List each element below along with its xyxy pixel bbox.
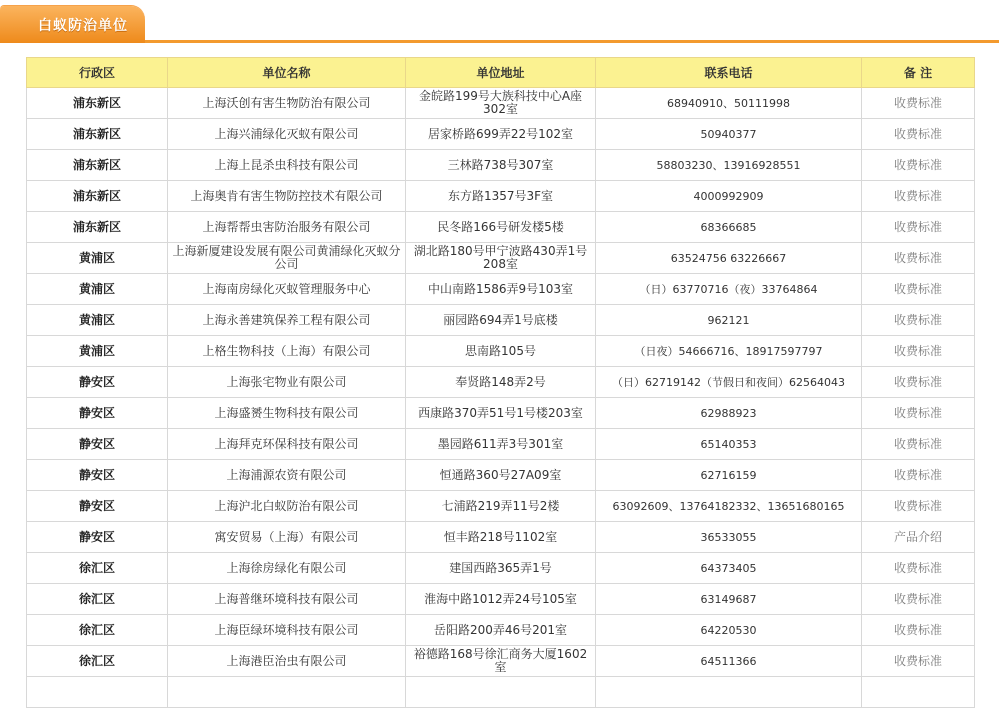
district-cell: 静安区 [27, 522, 168, 553]
district-cell: 徐汇区 [27, 646, 168, 677]
phone-cell: 62716159 [596, 460, 862, 491]
table-row [27, 181, 975, 212]
company-cell: 上海普继环境科技有限公司 [168, 584, 406, 615]
company-cell: 上海帮帮虫害防治服务有限公司 [168, 212, 406, 243]
note-link[interactable]: 收费标准 [862, 305, 975, 336]
address-cell: 丽园路694弄1号底楼 [406, 305, 596, 336]
phone-cell: 64220530 [596, 615, 862, 646]
address-cell: 奉贤路148弄2号 [406, 367, 596, 398]
address-cell: 恒通路360号27A09室 [406, 460, 596, 491]
table-body [27, 88, 975, 708]
table-row [27, 88, 975, 119]
header-bar [0, 0, 999, 43]
note-link[interactable]: 收费标准 [862, 150, 975, 181]
address-cell: 民冬路166号研发楼5楼 [406, 212, 596, 243]
phone-cell: 64511366 [596, 646, 862, 677]
note-link[interactable]: 收费标准 [862, 460, 975, 491]
table-row [27, 305, 975, 336]
phone-cell: （日）63770716（夜）33764864 [596, 274, 862, 305]
note-link[interactable] [862, 677, 975, 708]
district-cell: 静安区 [27, 367, 168, 398]
phone-cell: 58803230、13916928551 [596, 150, 862, 181]
phone-cell: 68366685 [596, 212, 862, 243]
district-cell: 静安区 [27, 460, 168, 491]
company-cell: 上海新厦建设发展有限公司黄浦绿化灭蚁分公司 [168, 243, 406, 274]
company-cell: 上海沪北白蚁防治有限公司 [168, 491, 406, 522]
table-row [27, 398, 975, 429]
district-cell: 浦东新区 [27, 150, 168, 181]
pest-control-table [26, 57, 975, 708]
note-link[interactable]: 收费标准 [862, 553, 975, 584]
note-link[interactable]: 收费标准 [862, 181, 975, 212]
table-row [27, 429, 975, 460]
note-link[interactable]: 收费标准 [862, 243, 975, 274]
col-header-note: 备 注 [862, 58, 975, 88]
note-link[interactable]: 收费标准 [862, 212, 975, 243]
note-link[interactable]: 产品介绍 [862, 522, 975, 553]
company-cell: 上海南房绿化灭蚁管理服务中心 [168, 274, 406, 305]
district-cell: 黄浦区 [27, 336, 168, 367]
phone-cell: 65140353 [596, 429, 862, 460]
address-cell: 岳阳路200弄46号201室 [406, 615, 596, 646]
table-row [27, 646, 975, 677]
table-row [27, 336, 975, 367]
company-cell: 寓安贸易（上海）有限公司 [168, 522, 406, 553]
table-row [27, 460, 975, 491]
note-link[interactable]: 收费标准 [862, 336, 975, 367]
col-header-phone: 联系电话 [596, 58, 862, 88]
table-row [27, 677, 975, 708]
address-cell: 湖北路180号甲宁波路430弄1号208室 [406, 243, 596, 274]
district-cell: 静安区 [27, 398, 168, 429]
table-row [27, 212, 975, 243]
district-cell: 徐汇区 [27, 553, 168, 584]
phone-cell: （日）62719142（节假日和夜间）62564043 [596, 367, 862, 398]
table-row [27, 491, 975, 522]
table-row [27, 553, 975, 584]
district-cell: 徐汇区 [27, 584, 168, 615]
company-cell: 上海浦源农资有限公司 [168, 460, 406, 491]
district-cell: 静安区 [27, 429, 168, 460]
district-cell: 静安区 [27, 491, 168, 522]
company-cell: 上格生物科技（上海）有限公司 [168, 336, 406, 367]
company-cell: 上海拜克环保科技有限公司 [168, 429, 406, 460]
district-cell: 徐汇区 [27, 615, 168, 646]
phone-cell: 63524756 63226667 [596, 243, 862, 274]
col-header-address: 单位地址 [406, 58, 596, 88]
phone-cell: 62988923 [596, 398, 862, 429]
section-tab[interactable] [0, 6, 145, 43]
address-cell: 建国西路365弄1号 [406, 553, 596, 584]
address-cell: 恒丰路218号1102室 [406, 522, 596, 553]
address-cell: 三林路738号307室 [406, 150, 596, 181]
district-cell: 浦东新区 [27, 119, 168, 150]
address-cell: 东方路1357号3F室 [406, 181, 596, 212]
address-cell: 中山南路1586弄9号103室 [406, 274, 596, 305]
address-cell: 居家桥路699弄22号102室 [406, 119, 596, 150]
table-row [27, 584, 975, 615]
district-cell: 黄浦区 [27, 243, 168, 274]
address-cell: 墨园路611弄3号301室 [406, 429, 596, 460]
table-row [27, 367, 975, 398]
address-cell: 裕德路168号徐汇商务大厦1602室 [406, 646, 596, 677]
company-cell: 上海奥肯有害生物防控技术有限公司 [168, 181, 406, 212]
table-row [27, 119, 975, 150]
phone-cell: 64373405 [596, 553, 862, 584]
note-link[interactable]: 收费标准 [862, 88, 975, 119]
district-cell: 浦东新区 [27, 181, 168, 212]
note-link[interactable]: 收费标准 [862, 491, 975, 522]
phone-cell [596, 677, 862, 708]
note-link[interactable]: 收费标准 [862, 429, 975, 460]
address-cell: 思南路105号 [406, 336, 596, 367]
table-header [27, 58, 975, 88]
note-link[interactable]: 收费标准 [862, 615, 975, 646]
note-link[interactable]: 收费标准 [862, 367, 975, 398]
note-link[interactable]: 收费标准 [862, 398, 975, 429]
table-row [27, 274, 975, 305]
district-cell [27, 677, 168, 708]
note-link[interactable]: 收费标准 [862, 274, 975, 305]
company-cell: 上海盛赟生物科技有限公司 [168, 398, 406, 429]
address-cell: 西康路370弄51号1号楼203室 [406, 398, 596, 429]
company-cell: 上海徐房绿化有限公司 [168, 553, 406, 584]
district-cell: 黄浦区 [27, 305, 168, 336]
company-cell: 上海沃创有害生物防治有限公司 [168, 88, 406, 119]
company-cell: 上海上昆杀虫科技有限公司 [168, 150, 406, 181]
col-header-company: 单位名称 [168, 58, 406, 88]
address-cell [406, 677, 596, 708]
note-link[interactable]: 收费标准 [862, 119, 975, 150]
table-row [27, 522, 975, 553]
phone-cell: 63092609、13764182332、13651680165 [596, 491, 862, 522]
company-cell: 上海张宅物业有限公司 [168, 367, 406, 398]
note-link[interactable]: 收费标准 [862, 646, 975, 677]
table-row [27, 243, 975, 274]
company-cell: 上海永善建筑保养工程有限公司 [168, 305, 406, 336]
district-cell: 浦东新区 [27, 88, 168, 119]
table-row [27, 615, 975, 646]
phone-cell: 63149687 [596, 584, 862, 615]
address-cell: 七浦路219弄11号2楼 [406, 491, 596, 522]
company-cell: 上海臣绿环境科技有限公司 [168, 615, 406, 646]
table-row [27, 150, 975, 181]
company-cell: 上海兴浦绿化灭蚁有限公司 [168, 119, 406, 150]
phone-cell: 68940910、50111998 [596, 88, 862, 119]
phone-cell: 4000992909 [596, 181, 862, 212]
phone-cell: 50940377 [596, 119, 862, 150]
note-link[interactable]: 收费标准 [862, 584, 975, 615]
phone-cell: （日夜）54666716、18917597797 [596, 336, 862, 367]
district-cell: 浦东新区 [27, 212, 168, 243]
company-cell: 上海港臣治虫有限公司 [168, 646, 406, 677]
col-header-district: 行政区 [27, 58, 168, 88]
header-row [27, 58, 975, 88]
section-title: 白蚁防治单位 [38, 18, 128, 34]
phone-cell: 962121 [596, 305, 862, 336]
address-cell: 金皖路199号大族科技中心A座302室 [406, 88, 596, 119]
phone-cell: 36533055 [596, 522, 862, 553]
district-cell: 黄浦区 [27, 274, 168, 305]
address-cell: 淮海中路1012弄24号105室 [406, 584, 596, 615]
company-cell [168, 677, 406, 708]
